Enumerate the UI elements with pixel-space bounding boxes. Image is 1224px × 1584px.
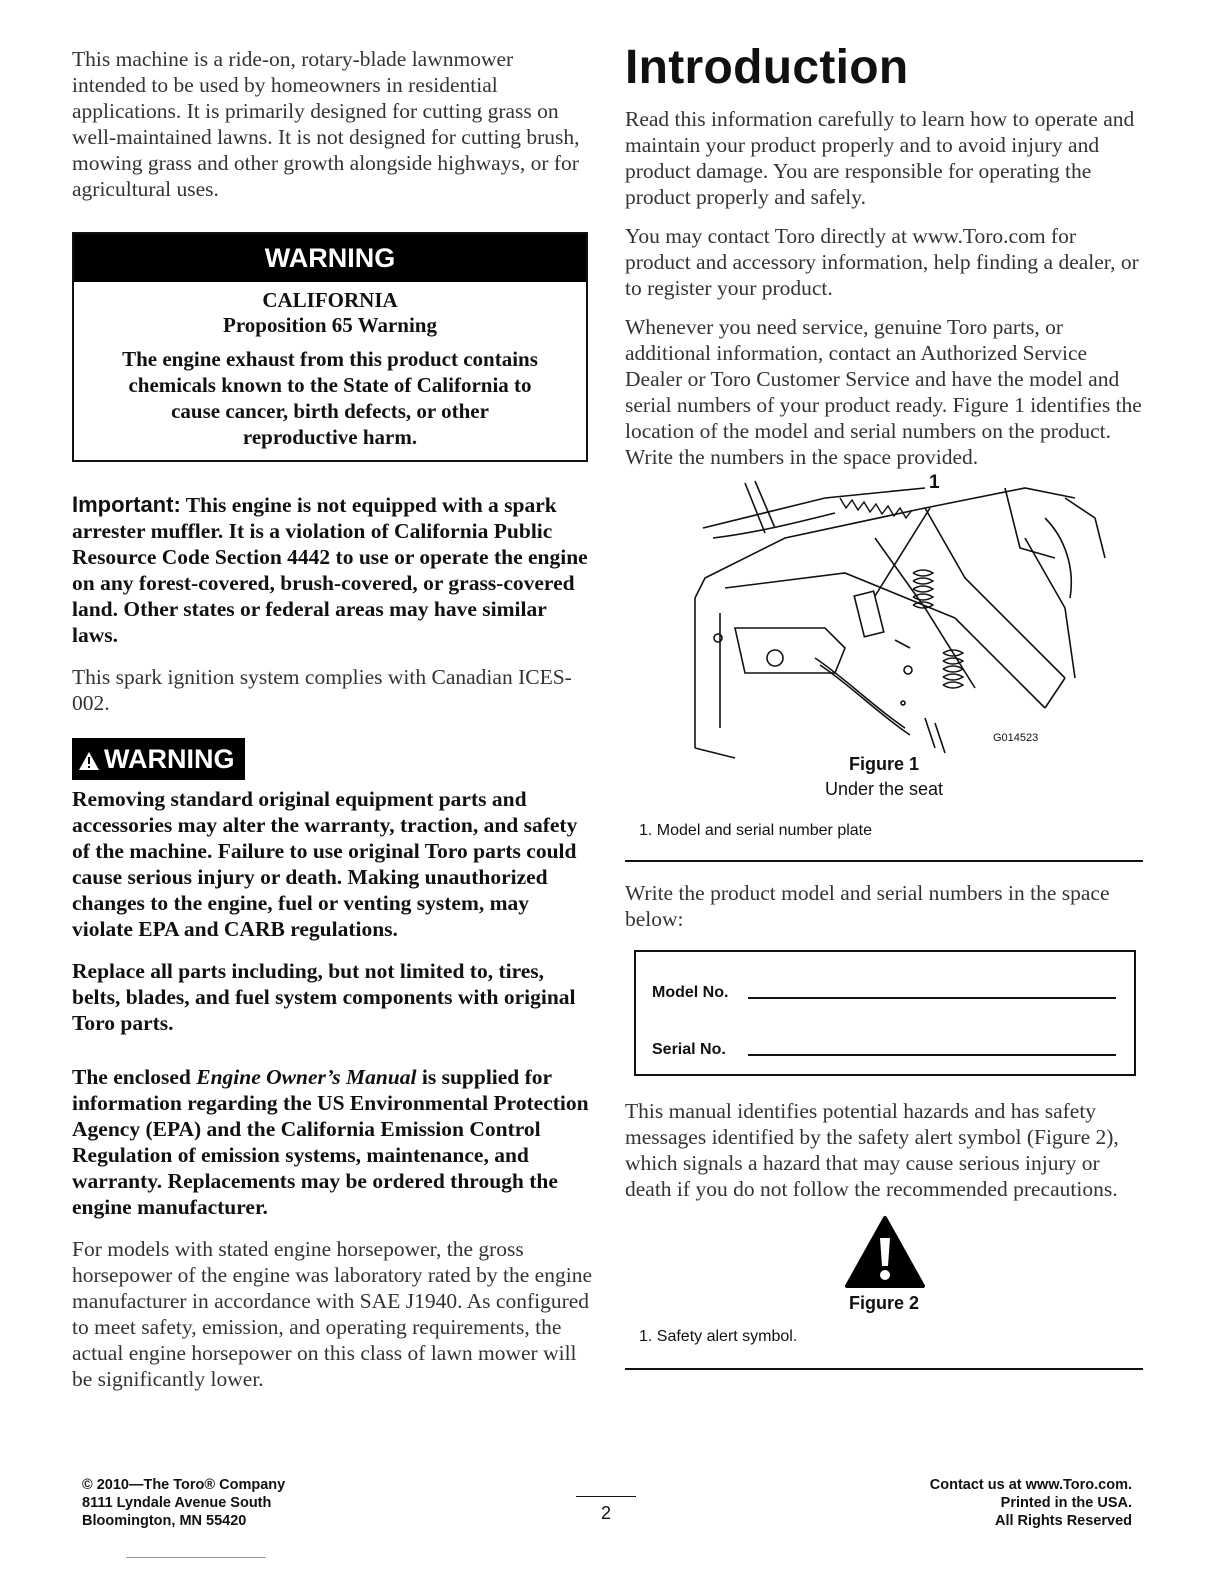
model-number-label: Model No. [652, 984, 729, 1001]
important-text: This engine is not equipped with a spark arrester muffler. It is a violation of California Public Resource Code Section 4442 to use or operate the engine on any forest-covered, brush-covered, or grass-covered land. Other states or federal areas may have similar laws. [72, 493, 588, 647]
serial-number-line[interactable] [748, 1054, 1116, 1056]
serial-number-label: Serial No. [652, 1041, 726, 1058]
copyright: © 2010—The Toro® Company [82, 1477, 286, 1493]
address-street: 8111 Lyndale Avenue South [82, 1495, 272, 1511]
prop65-state: CALIFORNIA [262, 288, 398, 312]
model-serial-box [634, 950, 1136, 1076]
page-number: 2 [600, 1503, 611, 1523]
figure-1-title: Under the seat [824, 779, 944, 799]
intro-paragraph: This machine is a ride-on, rotary-blade lawnmower intended to be used by homeowners in residential applications. It is primarily designed for cutting grass on well-maintained lawns. It is not designed for cutting brush, mowing grass and other growth alongside highways, or for agricultural uses. [72, 47, 580, 201]
intro-paragraph-3: Whenever you need service, genuine Toro parts, or additional information, contact an Authorized Service Dealer or Toro Customer Service and have the model and serial numbers of your product ready. Figure 1 identifies the location of the model and serial numbers on the product. Write the numbers in the space provided. [625, 315, 1142, 469]
engine-manual-title: Engine Owner’s Manual [196, 1065, 417, 1089]
important-label: Important: [72, 492, 181, 517]
engine-manual-paragraph: The enclosed Engine Owner’s Manual is supplied for information regarding the US Environmental Protection Agency (EPA) and the California Emission Control Regulation of emission systems, maintenance, and warranty. Replacements may be ordered through the engine manufacturer. [72, 1065, 589, 1219]
page-title: Introduction [625, 41, 909, 94]
figure-2 [625, 1202, 1143, 1330]
important-note [72, 492, 592, 648]
under-seat-illustration [625, 478, 1143, 778]
model-number-line[interactable] [748, 997, 1116, 999]
left-column [72, 46, 592, 1392]
safety-paragraph: This manual identifies potential hazards and has safety messages identified by the safety alert symbol (Figure 2), which signals a hazard that may cause serious injury or death if you do not follow the recommended precautions. [625, 1099, 1119, 1201]
footer-right [930, 1476, 1132, 1530]
warning-label [72, 738, 245, 780]
figure-1-callout: 1 [929, 472, 940, 493]
warning-paragraph-1: Removing standard original equipment parts and accessories may alter the warranty, traction, and safety of the machine. Failure to use original Toro parts could cause serious injury or death. Making unauthorized changes to the engine, fuel or venting system, may violate EPA and CARB regulations. [72, 787, 578, 941]
prop65-warning-header: WARNING [74, 234, 586, 282]
intro-paragraph-2: You may contact Toro directly at www.Toro.com for product and accessory information, help finding a dealer, or to register your product. [625, 224, 1139, 300]
figure-1-number: Figure 1 [848, 754, 919, 774]
safety-alert-icon [843, 1214, 927, 1290]
divider [625, 1368, 1143, 1370]
prop65-warning-box [72, 232, 588, 462]
figure-1-legend: 1. Model and serial number plate [639, 822, 873, 839]
warning-paragraph-2: Replace all parts including, but not limited to, tires, belts, blades, and fuel system components with original Toro parts. [72, 959, 576, 1035]
horsepower-paragraph: For models with stated engine horsepower, the gross horsepower of the engine was laboratory rated by the engine manufacturer in accordance with SAE J1940. As configured to meet safety, emission, and operating requirements, the actual engine horsepower on this class of lawn mower will be significantly lower. [72, 1237, 592, 1391]
figure-2-legend: 1. Safety alert symbol. [639, 1328, 798, 1345]
rights-line: All Rights Reserved [995, 1513, 1132, 1529]
intro-paragraph-1: Read this information carefully to learn how to operate and maintain your product properly and to avoid injury and product damage. You are responsible for operating the product properly and safely. [625, 107, 1135, 209]
right-column [625, 40, 1145, 1370]
prop65-title: Proposition 65 Warning [223, 313, 437, 337]
page-number-rule [576, 1496, 636, 1497]
contact-line: Contact us at www.Toro.com. [929, 1477, 1132, 1493]
bottom-link-rule [126, 1557, 266, 1558]
divider [625, 860, 1143, 862]
figure-1-code: G014523 [993, 732, 1039, 744]
footer-left [82, 1476, 285, 1530]
figure-1 [625, 472, 1143, 858]
ices-paragraph: This spark ignition system complies with Canadian ICES-002. [72, 665, 572, 715]
figure-2-number: Figure 2 [848, 1293, 919, 1313]
write-numbers-paragraph: Write the product model and serial numbers in the space below: [625, 881, 1110, 931]
printed-line: Printed in the USA. [1000, 1495, 1132, 1511]
warning-label-text: WARNING [104, 744, 235, 774]
safety-alert-icon [78, 751, 100, 771]
prop65-text: The engine exhaust from this product contains chemicals known to the State of California to cause cancer, birth defects, or other reproductive harm. [122, 347, 538, 449]
address-city: Bloomington, MN 55420 [82, 1513, 247, 1529]
